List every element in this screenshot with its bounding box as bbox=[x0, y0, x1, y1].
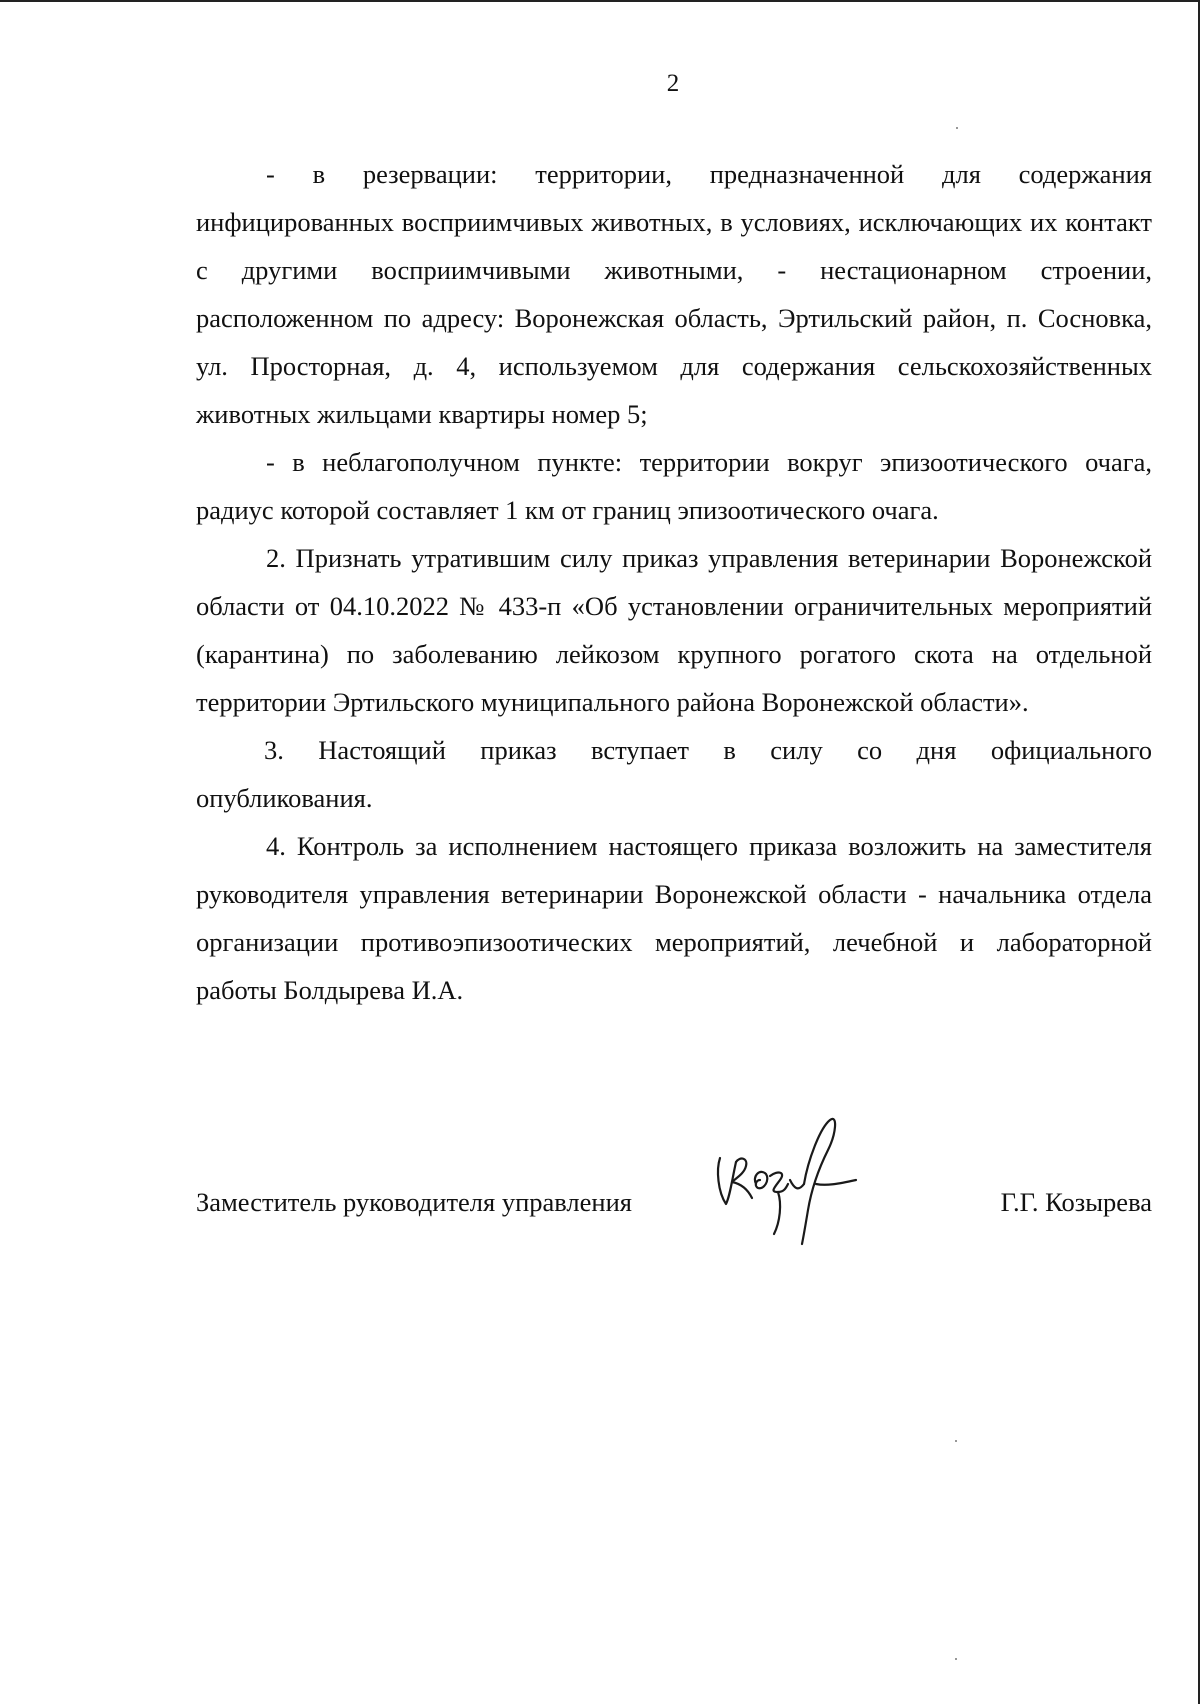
paragraph-item-4: 4. Контроль за исполнением настоящего приказа возложить на заместителя руководителя управления ветеринарии Воронежской области - начальника отдела организации противоэпизоотических мероприятий, лечебной и лабораторной работы Болдырева И.А. bbox=[196, 831, 1152, 1005]
signatory-title: Заместитель руководителя управления bbox=[196, 1187, 632, 1217]
page-number: 2 bbox=[666, 70, 680, 97]
scan-speck bbox=[955, 1440, 957, 1442]
handwritten-signature bbox=[708, 1100, 888, 1250]
paragraph-reservation: - в резервации: территории, предназначенной для содержания инфицированных восприимчивых животных, в условиях, исключающих их контакт с другими восприимчивыми животными, - нестационарном строении, расположенном по адресу: Воронежская область, Эртильский район, п. Сосновка, ул. Просторная, д. 4, используемом для содержания сельскохозяйственных животных жильцами квартиры номер 5; bbox=[196, 159, 1152, 429]
scan-border-top bbox=[0, 0, 1200, 2]
paragraph-item-3: 3. Настоящий приказ вступает в силу со дня официального опубликования. bbox=[196, 735, 1152, 813]
document-body bbox=[196, 150, 1152, 1014]
paragraph-item-2: 2. Признать утратившим силу приказ управления ветеринарии Воронежской области от 04.10.2022 № 433-п «Об установлении ограничительных мероприятий (карантина) по заболеванию лейкозом крупного рогатого скота на отдельной территории Эртильского муниципального района Воронежской области». bbox=[196, 543, 1152, 717]
scan-speck bbox=[955, 1658, 957, 1660]
scan-speck bbox=[956, 127, 958, 129]
signatory-name: Г.Г. Козырева bbox=[1000, 1187, 1152, 1217]
paragraph-unfavorable-point: - в неблагополучном пункте: территории вокруг эпизоотического очага, радиус которой составляет 1 км от границ эпизоотического очага. bbox=[196, 447, 1152, 525]
